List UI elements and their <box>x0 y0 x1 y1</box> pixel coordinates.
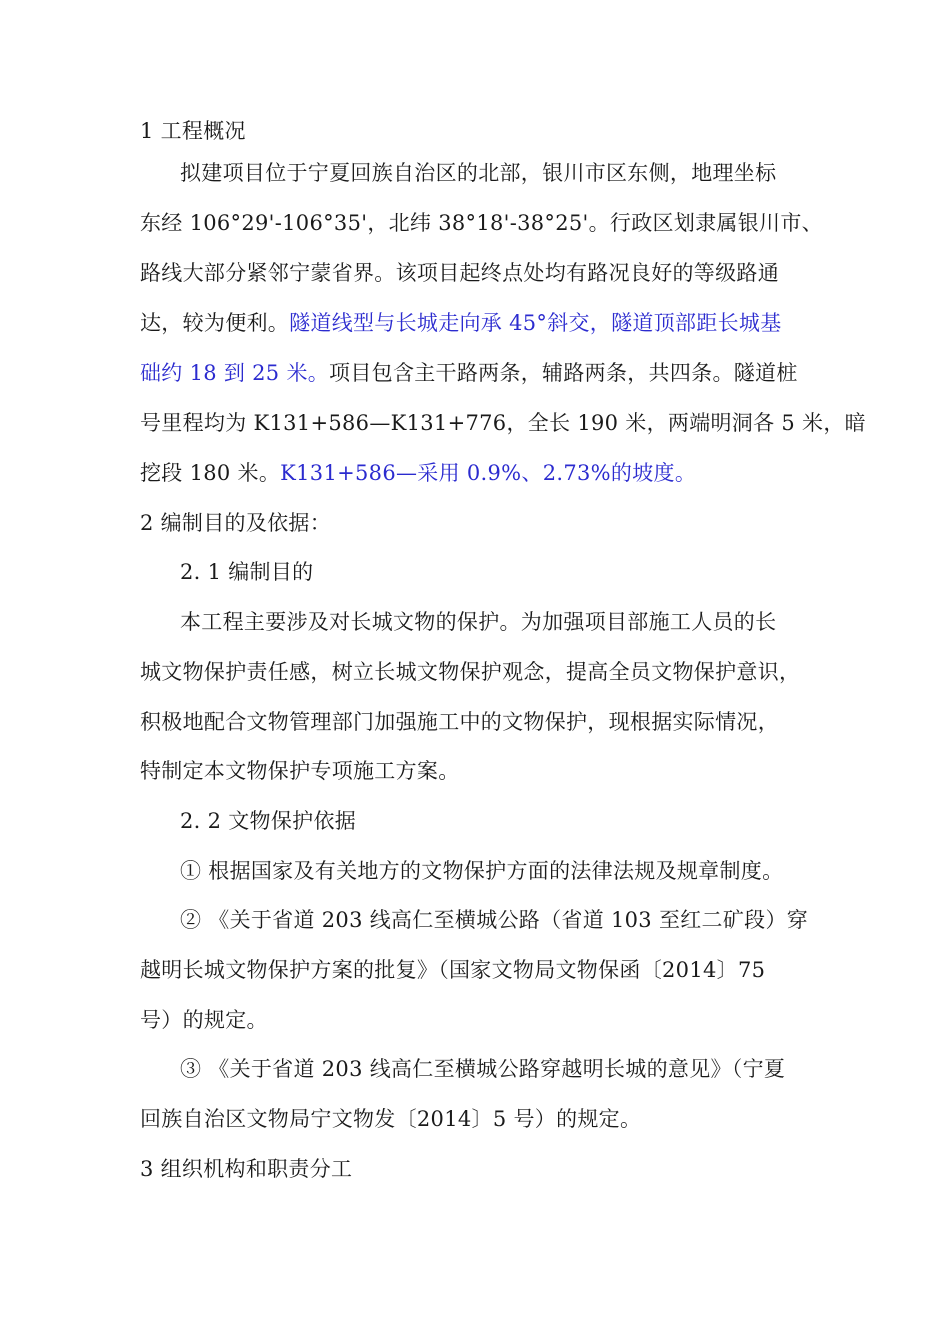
list-item: ③ 《关于省道 203 线高仁至横城公路穿越明长城的意见》（宁夏 <box>180 1057 786 1081</box>
highlighted-text: K131+586—采用 0.9%、2.73%的坡度。 <box>280 461 697 485</box>
list-item: ② 《关于省道 203 线高仁至横城公路（省道 103 至红二矿段）穿 <box>180 908 809 932</box>
heading-section-3: 3 组织机构和职责分工 <box>140 1157 353 1181</box>
highlighted-text: 础约 18 到 25 米。 <box>140 361 330 385</box>
paragraph-line: 东经 106°29'-106°35'，北纬 38°18'-38°25'。行政区划隶属银川市、 <box>140 211 823 235</box>
heading-section-1: 1 工程概况 <box>140 119 246 143</box>
list-item-continued: 越明长城文物保护方案的批复》（国家文物局文物保函〔2014〕75 <box>140 958 766 982</box>
paragraph-line: 路线大部分紧邻宁蒙省界。该项目起终点处均有路况良好的等级路通 <box>140 261 779 285</box>
paragraph-line: 拟建项目位于宁夏回族自治区的北部，银川市区东侧，地理坐标 <box>180 161 777 185</box>
paragraph-line: 挖段 180 米。K131+586—采用 0.9%、2.73%的坡度。 <box>140 461 697 485</box>
list-item: ① 根据国家及有关地方的文物保护方面的法律法规及规章制度。 <box>180 859 784 883</box>
list-item-continued: 回族自治区文物局宁文物发〔2014〕5 号）的规定。 <box>140 1107 642 1131</box>
heading-section-2: 2 编制目的及依据： <box>140 511 332 535</box>
paragraph-line: 特制定本文物保护专项施工方案。 <box>140 759 460 783</box>
paragraph-line: 城文物保护责任感，树立长城文物保护观念，提高全员文物保护意识， <box>140 660 801 684</box>
paragraph-line: 本工程主要涉及对长城文物的保护。为加强项目部施工人员的长 <box>180 610 777 634</box>
paragraph-line: 础约 18 到 25 米。项目包含主干路两条，辅路两条，共四条。隧道桩 <box>140 361 798 385</box>
paragraph-line: 达，较为便利。隧道线型与长城走向承 45°斜交，隧道顶部距长城基 <box>140 311 782 335</box>
highlighted-text: 隧道线型与长城走向承 45°斜交，隧道顶部距长城基 <box>289 311 782 335</box>
heading-section-2-2: 2. 2 文物保护依据 <box>180 809 357 833</box>
list-item-continued: 号）的规定。 <box>140 1008 268 1032</box>
paragraph-line: 号里程均为 K131+586—K131+776，全长 190 米，两端明洞各 5 米，暗 <box>140 411 866 435</box>
paragraph-line: 积极地配合文物管理部门加强施工中的文物保护，现根据实际情况， <box>140 710 779 734</box>
heading-section-2-1: 2. 1 编制目的 <box>180 560 314 584</box>
